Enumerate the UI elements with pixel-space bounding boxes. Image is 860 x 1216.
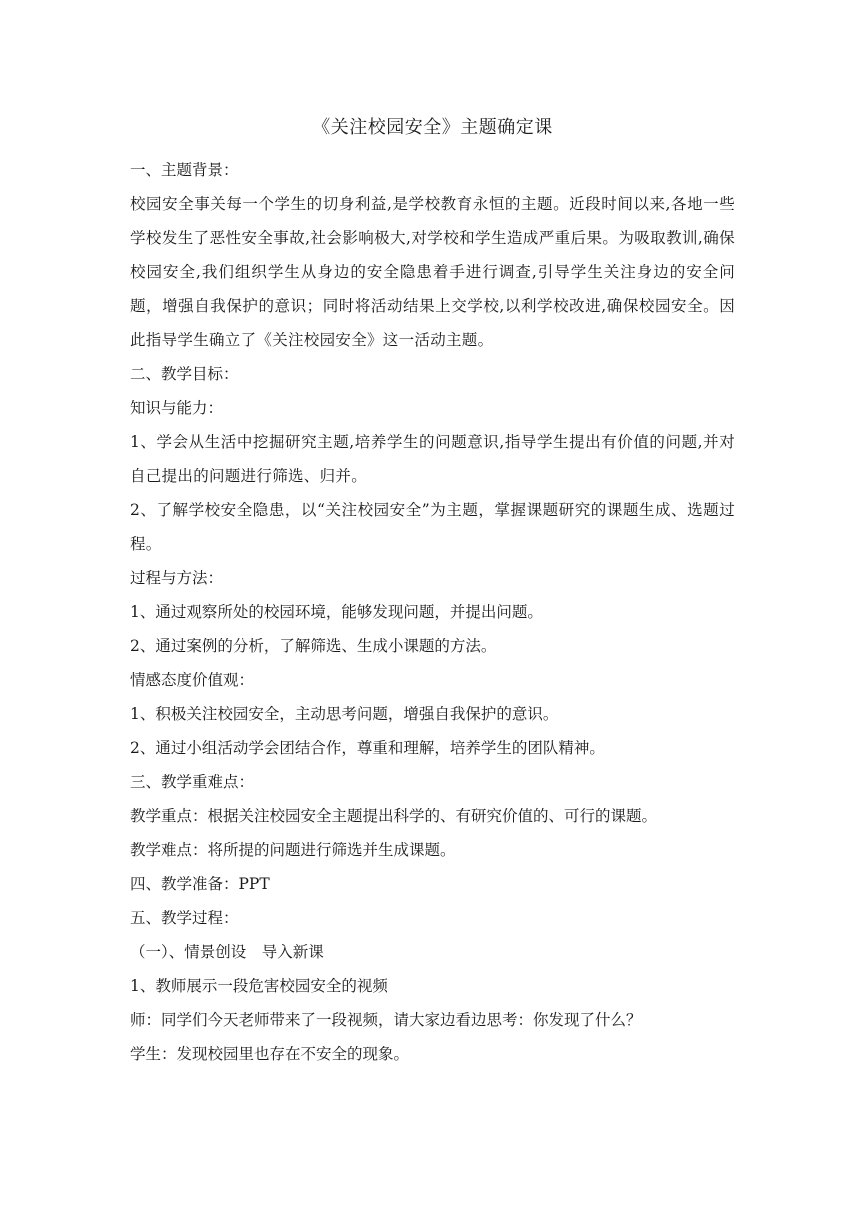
process-step-heading-1: （一）、情景创设 导入新课 — [130, 943, 324, 961]
background-paragraph: 校园安全事关每一个学生的切身利益,是学校教育永恒的主题。近段时间以来,各地一些学校发生了恶性安全事故,社会影响极大,对学校和学生造成严重后果。为吸取教训,确保校园安全,我们组织学生从身边的安全隐患着手进行调查,引导学生关注身边的安全问题，增强自我保护的意识；同时将活动结果上交学校,以利学校改进,确保校园安全。因此指导学生确立了《关注校园安全》这一活动主题。 — [130, 195, 735, 349]
section-heading-key-points: 三、教学重难点： — [130, 773, 255, 791]
section-heading-preparation: 四、教学准备：PPT — [130, 875, 270, 893]
subheading-knowledge-ability: 知识与能力： — [130, 399, 224, 417]
subheading-process-method: 过程与方法： — [130, 569, 224, 587]
section-heading-process: 五、教学过程： — [130, 909, 239, 927]
objective-attitude-2: 2、通过小组活动学会团结合作，尊重和理解，培养学生的团队精神。 — [130, 739, 605, 757]
objective-process-1: 1、通过观察所处的校园环境，能够发现问题，并提出问题。 — [130, 603, 543, 621]
student-dialogue: 学生：发现校园里也存在不安全的现象。 — [130, 1045, 410, 1063]
document-title: 《关注校园安全》主题确定课 — [312, 117, 553, 138]
objective-knowledge-2: 2、了解学校安全隐患，以“关注校园安全”为主题，掌握课题研究的课题生成、选题过程。 — [130, 501, 735, 553]
objective-attitude-1: 1、积极关注校园安全，主动思考问题，增强自我保护的意识。 — [130, 705, 559, 723]
key-point: 教学重点：根据关注校园安全主题提出科学的、有研究价值的、可行的课题。 — [130, 807, 658, 825]
section-heading-background: 一、主题背景： — [130, 161, 239, 179]
subheading-attitude-values: 情感态度价值观： — [130, 671, 255, 689]
objective-knowledge-1: 1、学会从生活中挖掘研究主题,培养学生的问题意识,指导学生提出有价值的问题,并对自己提出的问题进行筛选、归并。 — [130, 433, 735, 485]
teacher-dialogue: 师：同学们今天老师带来了一段视频，请大家边看边思考：你发现了什么？ — [130, 1011, 642, 1029]
process-item-1: 1、教师展示一段危害校园安全的视频 — [130, 977, 388, 995]
document-body — [130, 113, 735, 1071]
section-heading-objectives: 二、教学目标： — [130, 365, 239, 383]
objective-process-2: 2、通过案例的分析，了解筛选、生成小课题的方法。 — [130, 637, 497, 655]
difficult-point: 教学难点：将所提的问题进行筛选并生成课题。 — [130, 841, 456, 859]
